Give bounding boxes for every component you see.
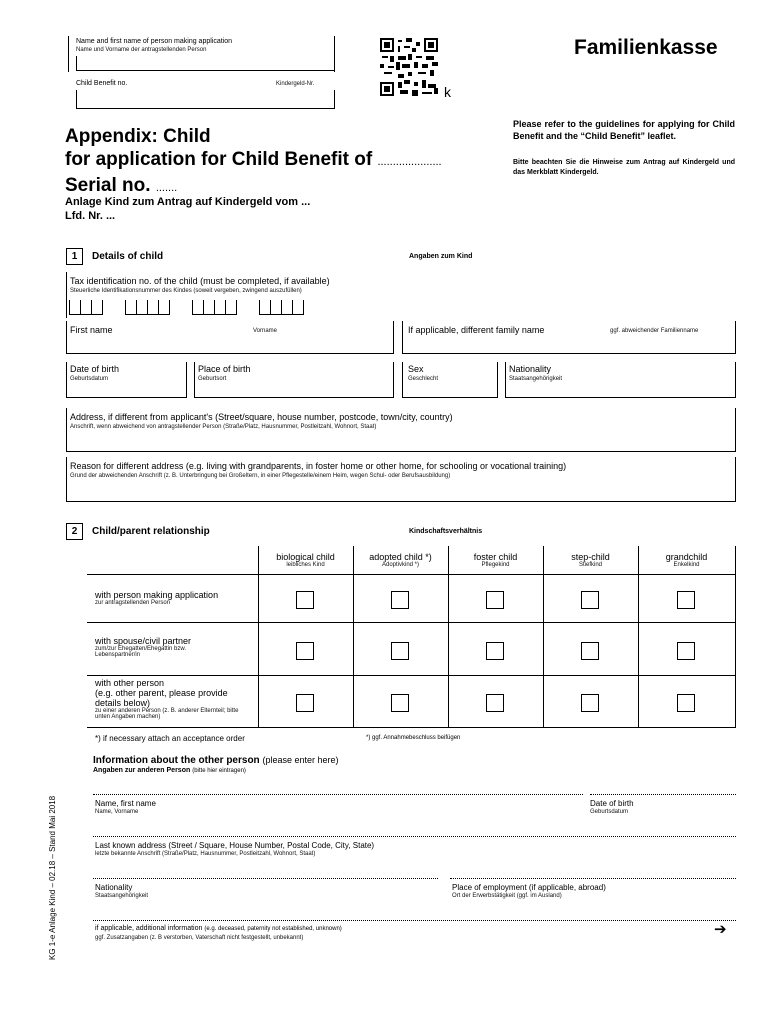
other-nationality-label: Nationality: [95, 883, 133, 892]
row-spouse: with spouse/civil partner zum/zur Ehegatten/Ehegattin bzw. Lebenspartner/in: [95, 636, 192, 658]
child-benefit-no-field[interactable]: [68, 78, 333, 110]
family-name-label: If applicable, different family name: [408, 325, 545, 335]
nationality-label-de: Staatsangehörigkeit: [509, 376, 563, 382]
section-2-number: 2: [66, 523, 83, 540]
other-address-label: Last known address (Street / Square, House Number, Postal Code, City, State): [95, 841, 375, 850]
row-other-person: with other person (e.g. other parent, please provide details below) zu einer anderen Person (z. B. anderer Elternteil; bitte unten Angaben machen): [95, 678, 239, 720]
row-applicant: with person making application zur antragstellenden Person: [95, 590, 219, 606]
dob-field[interactable]: [66, 362, 187, 398]
checkbox-other-adopted[interactable]: [391, 694, 409, 712]
other-address-line[interactable]: [93, 836, 736, 837]
other-name-label-de: Name, Vorname: [95, 809, 139, 815]
footnote-acceptance-de: *) ggf. Annahmebeschluss beifügen: [366, 735, 461, 741]
other-nationality-label-de: Staatsangehörigkeit: [95, 893, 149, 899]
other-additional-label-de: ggf. Zusatzangaben (z. B verstorben, Vaterschaft nicht festgestellt, unbekannt): [95, 935, 304, 941]
section-1-title-de: Angaben zum Kind: [409, 253, 473, 260]
form-reference: KG 1-e Anlage Kind – 02.18 – Stand Mai 2018: [48, 795, 57, 960]
checkbox-spouse-adopted[interactable]: [391, 642, 409, 660]
section-2-title: Child/parent relationship: [92, 526, 210, 537]
checkbox-other-biological[interactable]: [296, 694, 314, 712]
nationality-label: Nationality: [509, 364, 552, 374]
checkbox-spouse-grandchild[interactable]: [677, 642, 695, 660]
col-step: step-child Stiefkind: [571, 552, 610, 568]
applicant-name-field[interactable]: [68, 36, 333, 72]
other-nationality-line[interactable]: [93, 878, 438, 879]
col-biological: biological child leibliches Kind: [276, 552, 335, 568]
applicant-name-label-de: Name und Vorname der antragstellenden Person: [76, 47, 207, 53]
sex-field[interactable]: [402, 362, 498, 398]
col-adopted: adopted child *) Adoptivkind *): [369, 552, 432, 568]
other-address-label-de: letzte bekannte Anschrift (Straße/Platz, Hausnummer, Postleitzahl, Wohnort, Staat): [95, 851, 316, 857]
family-name-label-de: ggf. abweichender Familienname: [610, 328, 699, 334]
other-employment-line[interactable]: [450, 878, 736, 879]
other-additional-line[interactable]: [93, 920, 736, 921]
next-page-arrow-icon[interactable]: ➔: [714, 921, 727, 938]
checkbox-applicant-step[interactable]: [581, 591, 599, 609]
other-name-label: Name, first name: [95, 799, 156, 808]
other-person-title: Information about the other person (please enter here): [93, 755, 339, 766]
applicant-name-label: Name and first name of person making application: [76, 38, 233, 45]
checkbox-applicant-grandchild[interactable]: [677, 591, 695, 609]
checkbox-other-foster[interactable]: [486, 694, 504, 712]
tin-field[interactable]: [66, 272, 736, 320]
tin-label: Tax identification no. of the child (must be completed, if available): [70, 276, 330, 286]
first-name-field[interactable]: [66, 321, 394, 354]
qr-suffix: k: [444, 84, 451, 100]
address-label: Address, if different from applicant's (Street/square, house number, postcode, town/city, country): [70, 412, 453, 422]
other-name-line[interactable]: [93, 794, 583, 795]
section-1-title: Details of child: [92, 251, 164, 262]
other-person-title-de: Angaben zur anderen Person (bitte hier eintragen): [93, 767, 246, 774]
page-title: Appendix: Child for application for Child Benefit of ..................... Serial no. .......: [65, 126, 442, 196]
first-name-label-de: Vorname: [253, 328, 278, 334]
checkbox-other-step[interactable]: [581, 694, 599, 712]
sex-label: Sex: [408, 364, 424, 374]
sex-label-de: Geschlecht: [408, 376, 439, 382]
reason-label-de: Grund der abweichenden Anschrift (z. B. Unterbringung bei Großeltern, in einer Pflegestelle/einem Heim, wegen Schul- oder Berufsausbildung): [70, 473, 451, 479]
section-1-number: 1: [66, 248, 83, 265]
section-2-title-de: Kindschaftsverhältnis: [409, 528, 483, 535]
other-additional-label: if applicable, additional information (e.g. deceased, paternity not established, unknown): [95, 925, 342, 932]
dob-label: Date of birth: [70, 364, 120, 374]
nationality-field[interactable]: [505, 362, 736, 398]
address-field[interactable]: [66, 408, 736, 452]
family-name-field[interactable]: [402, 321, 736, 354]
page-title-de: Anlage Kind zum Antrag auf Kindergeld vom ... Lfd. Nr. ...: [65, 196, 311, 222]
footnote-acceptance: *) if necessary attach an acceptance order: [95, 734, 245, 743]
checkbox-spouse-step[interactable]: [581, 642, 599, 660]
checkbox-applicant-biological[interactable]: [296, 591, 314, 609]
pob-label-de: Geburtsort: [198, 376, 227, 382]
guidelines-note-de: Bitte beachten Sie die Hinweise zum Antrag auf Kindergeld und das Merkblatt Kindergeld.: [513, 159, 735, 176]
dob-label-de: Geburtsdatum: [70, 376, 109, 382]
relationship-table: [87, 546, 736, 728]
other-dob-label-de: Geburtsdatum: [590, 809, 629, 815]
other-employment-label: Place of employment (if applicable, abroad): [452, 883, 606, 892]
reason-label: Reason for different address (e.g. living with grandparents, in foster home or other home, for schooling or vocational training): [70, 461, 567, 471]
pob-field[interactable]: [194, 362, 394, 398]
checkbox-applicant-adopted[interactable]: [391, 591, 409, 609]
guidelines-note: Please refer to the guidelines for applying for Child Benefit and the “Child Benefit” leaflet.: [513, 119, 735, 141]
child-benefit-no-label: Child Benefit no.: [76, 80, 128, 87]
pob-label: Place of birth: [198, 364, 251, 374]
first-name-label: First name: [70, 325, 113, 335]
checkbox-spouse-biological[interactable]: [296, 642, 314, 660]
tin-label-de: Steuerliche Identifikationsnummer des Kindes (soweit vergeben, zwingend auszufüllen): [70, 288, 302, 294]
checkbox-spouse-foster[interactable]: [486, 642, 504, 660]
other-dob-line[interactable]: [590, 794, 736, 795]
child-benefit-no-label-de: Kindergeld-Nr.: [276, 81, 315, 87]
col-foster: foster child Pflegekind: [473, 552, 518, 568]
agency-title: Familienkasse: [574, 36, 718, 59]
checkbox-other-grandchild[interactable]: [677, 694, 695, 712]
address-label-de: Anschrift, wenn abweichend von antragstellender Person (Straße/Platz, Hausnummer, Postleitzahl, Wohnort, Staat): [70, 424, 377, 430]
other-dob-label: Date of birth: [590, 799, 634, 808]
checkbox-applicant-foster[interactable]: [486, 591, 504, 609]
col-grandchild: grandchild Enkelkind: [665, 552, 708, 568]
qr-code: [380, 38, 438, 96]
other-employment-label-de: Ort der Erwerbstätigkeit (ggf. im Ausland): [452, 893, 562, 899]
reason-field[interactable]: [66, 457, 736, 502]
